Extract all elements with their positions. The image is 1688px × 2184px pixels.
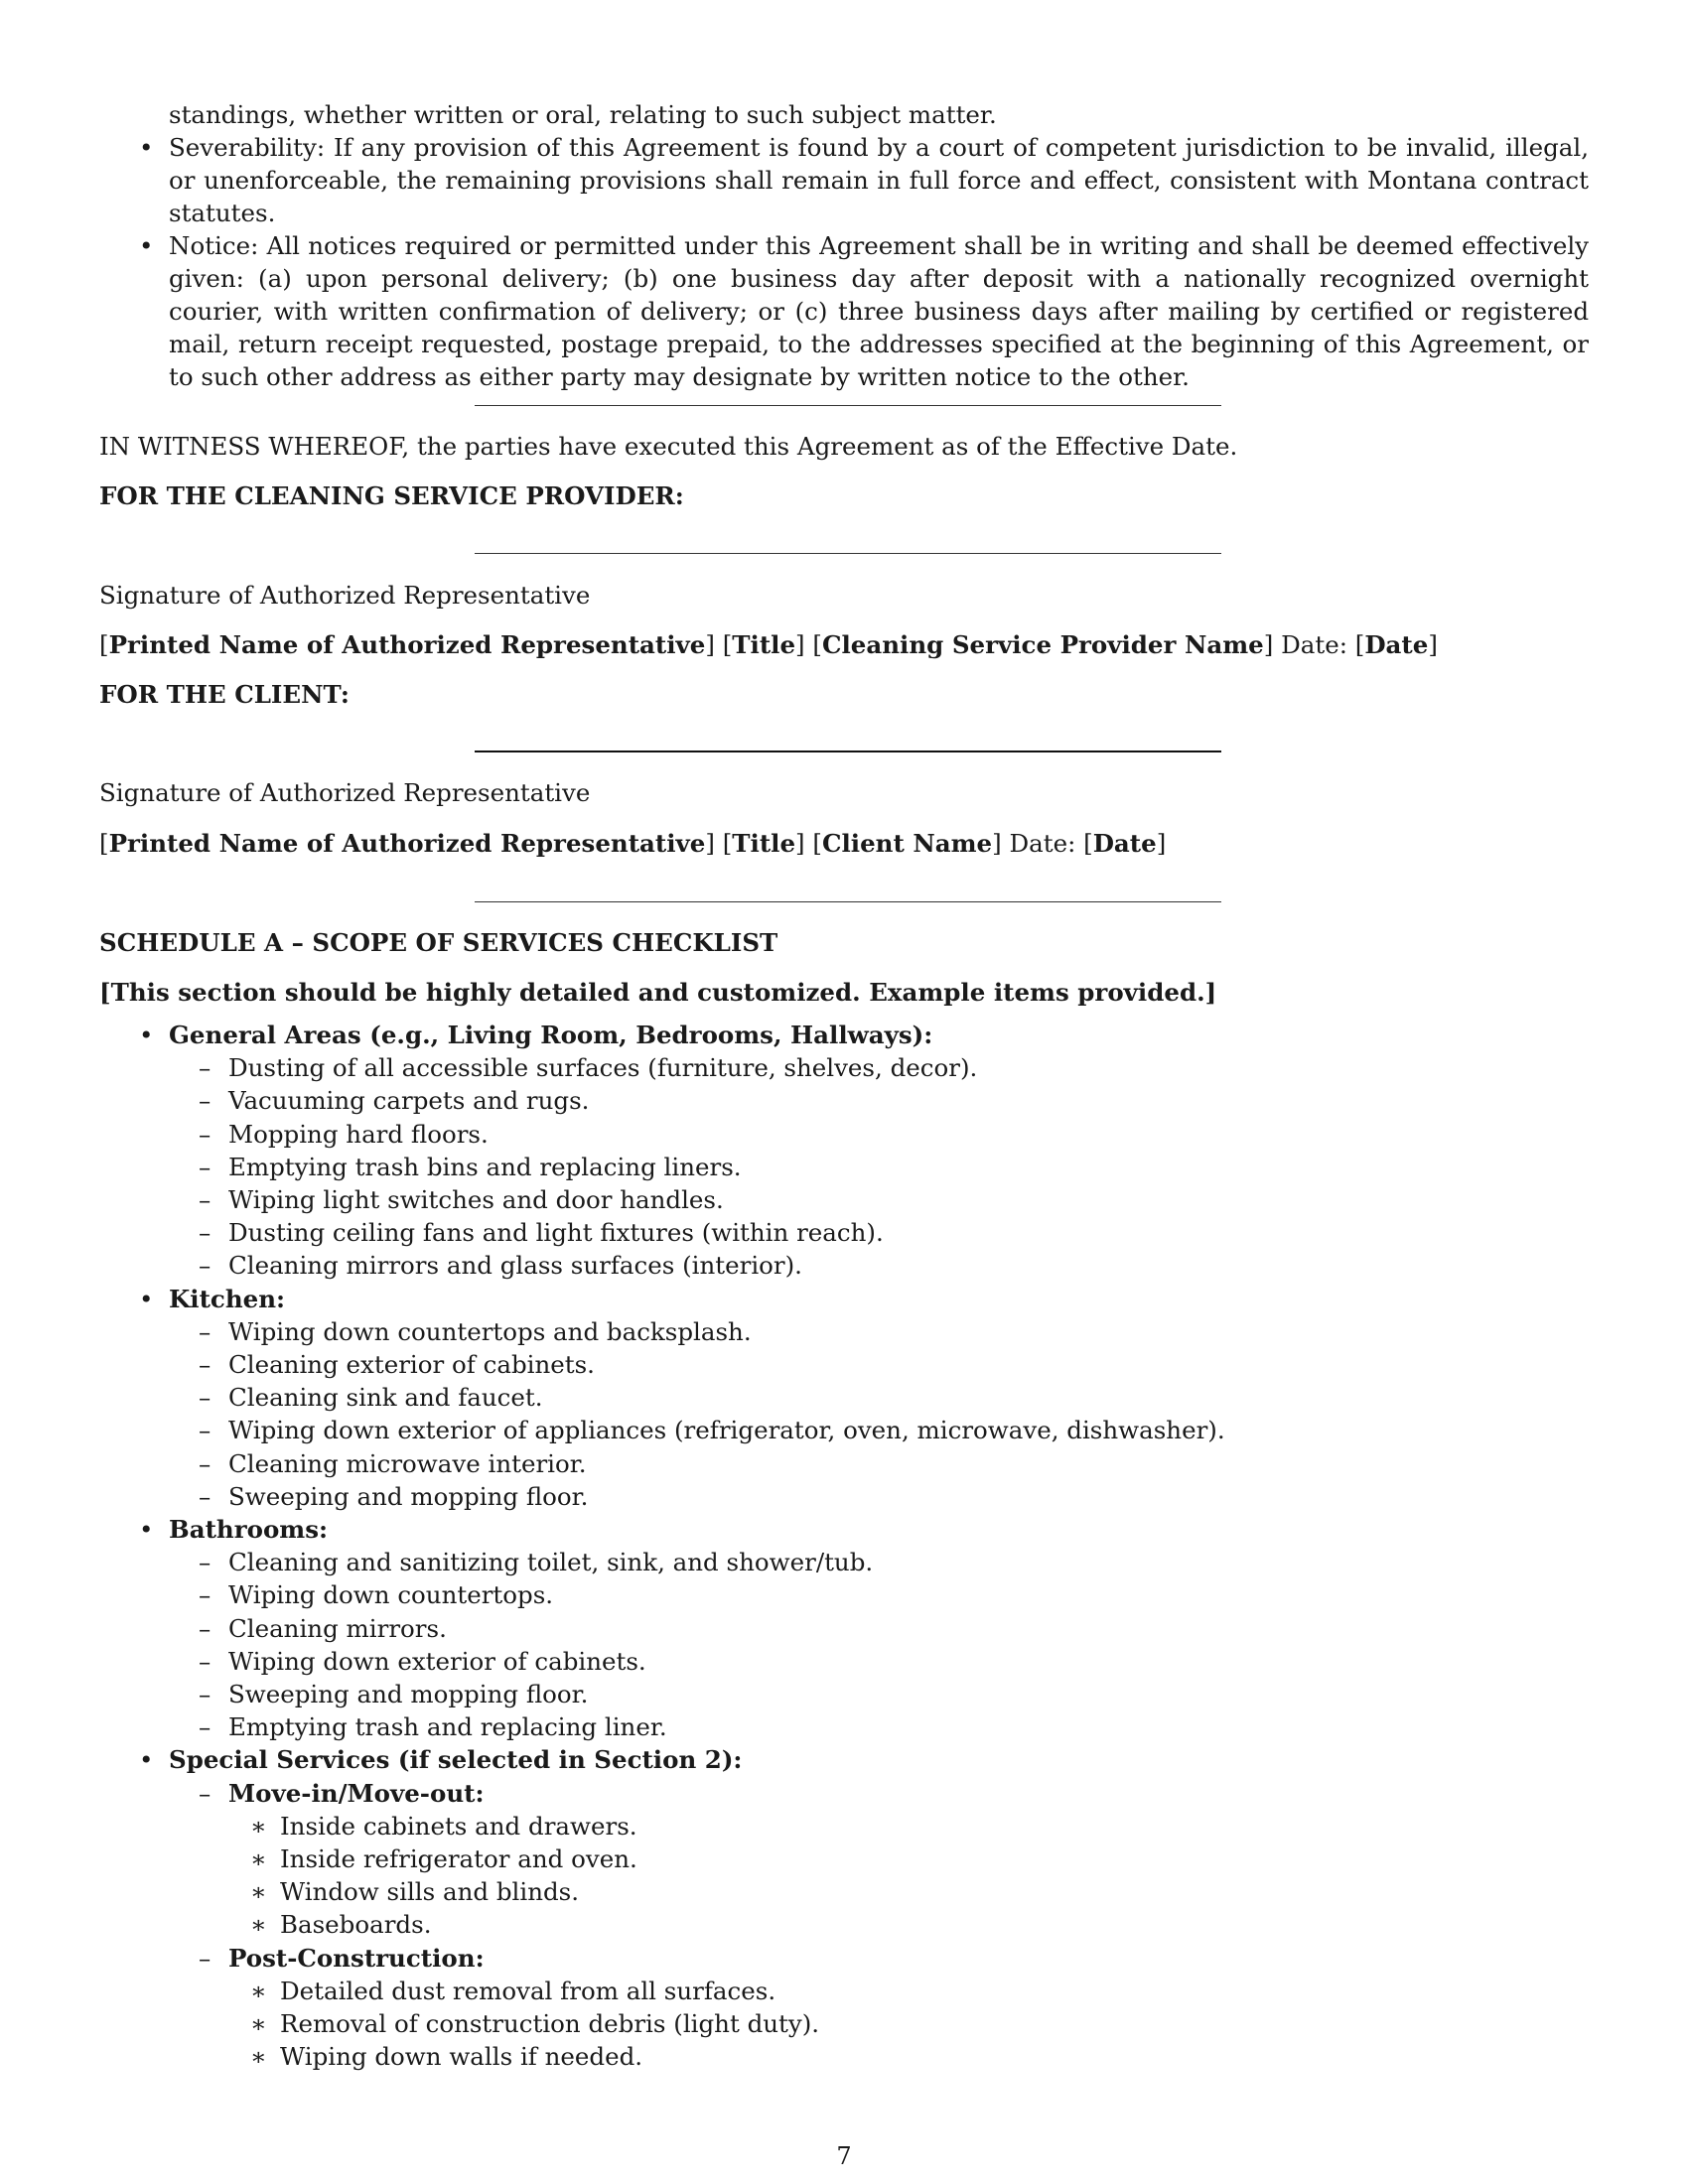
list-item: ∗ Wiping down walls if needed. <box>99 2040 1589 2073</box>
list-item: – Wiping down countertops. <box>99 1578 1589 1611</box>
star-marker: ∗ <box>250 1910 267 1940</box>
section-divider <box>475 405 1221 406</box>
provider-heading: FOR THE CLEANING SERVICE PROVIDER: <box>99 481 684 510</box>
severability-item: • Severability: If any provision of this Agreement is found by a court of competent jurisdiction to be invalid, illegal, or unenforceable, the remaining provisions shall remain in full force and effect, consistent with Montana contract statutes. <box>139 133 1589 227</box>
list-item: ∗ Removal of construction debris (light duty). <box>99 2007 1589 2040</box>
bullet-marker: • <box>139 1284 154 1313</box>
section-divider <box>475 901 1221 902</box>
special-services-heading: • Special Services (if selected in Section 2): <box>99 1743 1589 1776</box>
provider-org-name: Cleaning Service Provider Name <box>821 630 1264 659</box>
provider-date-label: Date: <box>1281 630 1347 659</box>
dash-marker: – <box>199 1646 211 1676</box>
list-item: – Wiping down exterior of appliances (refrigerator, oven, microwave, dishwasher). <box>99 1414 1589 1446</box>
list-item: ∗ Baseboards. <box>99 1908 1589 1941</box>
client-date-label: Date: <box>1009 829 1076 858</box>
dash-marker: – <box>199 1251 211 1281</box>
provider-printed-name: Printed Name of Authorized Representative <box>108 630 706 659</box>
dash-marker: – <box>199 1316 211 1346</box>
schedule-title: SCHEDULE A – SCOPE OF SERVICES CHECKLIST <box>99 928 778 957</box>
list-item: – Wiping down exterior of cabinets. <box>99 1645 1589 1678</box>
dash-marker: – <box>199 1680 211 1709</box>
page-number: 7 <box>836 2142 852 2170</box>
client-signature-label: Signature of Authorized Representative <box>99 778 591 807</box>
star-marker: ∗ <box>250 1877 267 1907</box>
witness-statement: IN WITNESS WHEREOF, the parties have executed this Agreement as of the Effective Date. <box>99 432 1238 461</box>
list-item: – Dusting of all accessible surfaces (furniture, shelves, decor). <box>99 1051 1589 1084</box>
bathrooms-heading: • Bathrooms: <box>99 1513 1589 1546</box>
bullet-marker: • <box>139 1515 154 1545</box>
dash-marker: – <box>199 1548 211 1577</box>
star-marker: ∗ <box>250 2042 267 2072</box>
list-item: – Vacuuming carpets and rugs. <box>99 1084 1589 1117</box>
list-item: – Cleaning mirrors. <box>99 1612 1589 1645</box>
list-item: ∗ Inside cabinets and drawers. <box>99 1810 1589 1843</box>
list-item: ∗ Window sills and blinds. <box>99 1875 1589 1908</box>
list-item: – Cleaning and sanitizing toilet, sink, and shower/tub. <box>99 1546 1589 1578</box>
provider-signature-label: Signature of Authorized Representative <box>99 581 591 610</box>
dash-marker: – <box>199 1448 211 1478</box>
dash-marker: – <box>199 1613 211 1643</box>
list-item: – Cleaning sink and faucet. <box>99 1381 1589 1414</box>
bullet-marker: • <box>139 133 154 162</box>
schedule-note: [This section should be highly detailed and customized. Example items provided.] <box>99 978 1217 1007</box>
list-item: – Cleaning microwave interior. <box>99 1447 1589 1480</box>
list-item: – Sweeping and mopping floor. <box>99 1480 1589 1513</box>
dash-marker: – <box>199 1416 211 1445</box>
list-item: – Cleaning exterior of cabinets. <box>99 1348 1589 1381</box>
dash-marker: – <box>199 1185 211 1215</box>
dash-marker: – <box>199 1218 211 1248</box>
list-item: – Emptying trash and replacing liner. <box>99 1710 1589 1743</box>
post-construction-heading: – Post-Construction: <box>99 1942 1589 1975</box>
bullet-marker: • <box>139 1021 154 1049</box>
dash-marker: – <box>199 1778 211 1808</box>
bullet-marker: • <box>139 231 154 260</box>
bullet-marker: • <box>139 1745 154 1775</box>
provider-date: Date <box>1364 630 1429 659</box>
provider-title: Title <box>732 630 796 659</box>
dash-marker: – <box>199 1712 211 1742</box>
dash-marker: – <box>199 1350 211 1380</box>
dash-marker: – <box>199 1152 211 1181</box>
client-date: Date <box>1092 829 1157 858</box>
client-signature-line <box>475 751 1221 752</box>
general-areas-heading: • General Areas (e.g., Living Room, Bedrooms, Hallways): <box>99 1019 1589 1051</box>
dash-marker: – <box>199 1119 211 1149</box>
list-item: – Dusting ceiling fans and light fixtures (within reach). <box>99 1216 1589 1249</box>
star-marker: ∗ <box>250 1976 267 2005</box>
list-item: – Mopping hard floors. <box>99 1118 1589 1151</box>
star-marker: ∗ <box>250 2009 267 2039</box>
client-printed-name: Printed Name of Authorized Representative <box>108 829 706 858</box>
notice-item: • Notice: All notices required or permitted under this Agreement shall be in writing and shall be deemed effectively given: (a) upon personal delivery; (b) one business day after deposit with a nationally recognized overnight courier, with written confirmation of delivery; or (c) three business days after mailing by certified or registered mail, return receipt requested, postage prepaid, to the addresses specified at the beginning of this Agreement, or to such other address as either party may designate by written notice to the other. <box>139 231 1589 391</box>
move-in-out-heading: – Move-in/Move-out: <box>99 1777 1589 1810</box>
dash-marker: – <box>199 1580 211 1610</box>
list-item: – Emptying trash bins and replacing liners. <box>99 1151 1589 1183</box>
scope-checklist <box>99 1019 1589 2074</box>
document-page <box>99 0 1589 2184</box>
provider-signature-block: [Printed Name of Authorized Representative] [Title] [Cleaning Service Provider Name] Date: [Date] <box>99 630 1438 659</box>
star-marker: ∗ <box>250 1811 267 1841</box>
list-item: – Sweeping and mopping floor. <box>99 1678 1589 1710</box>
client-heading: FOR THE CLIENT: <box>99 680 350 709</box>
client-title: Title <box>732 829 796 858</box>
kitchen-heading: • Kitchen: <box>99 1283 1589 1315</box>
list-item: – Wiping light switches and door handles. <box>99 1183 1589 1216</box>
list-item: ∗ Inside refrigerator and oven. <box>99 1843 1589 1875</box>
boilerplate-list <box>99 98 1589 393</box>
list-item: standings, whether written or oral, relating to such subject matter. <box>169 100 997 129</box>
client-org-name: Client Name <box>821 829 993 858</box>
dash-marker: – <box>199 1943 211 1973</box>
list-item: – Wiping down countertops and backsplash. <box>99 1315 1589 1348</box>
list-item: ∗ Detailed dust removal from all surfaces. <box>99 1975 1589 2007</box>
dash-marker: – <box>199 1383 211 1413</box>
client-signature-block: [Printed Name of Authorized Representative] [Title] [Client Name] Date: [Date] <box>99 829 1167 858</box>
provider-signature-line <box>475 553 1221 554</box>
star-marker: ∗ <box>250 1844 267 1874</box>
list-item: – Cleaning mirrors and glass surfaces (interior). <box>99 1249 1589 1282</box>
dash-marker: – <box>199 1086 211 1116</box>
dash-marker: – <box>199 1481 211 1511</box>
dash-marker: – <box>199 1053 211 1083</box>
